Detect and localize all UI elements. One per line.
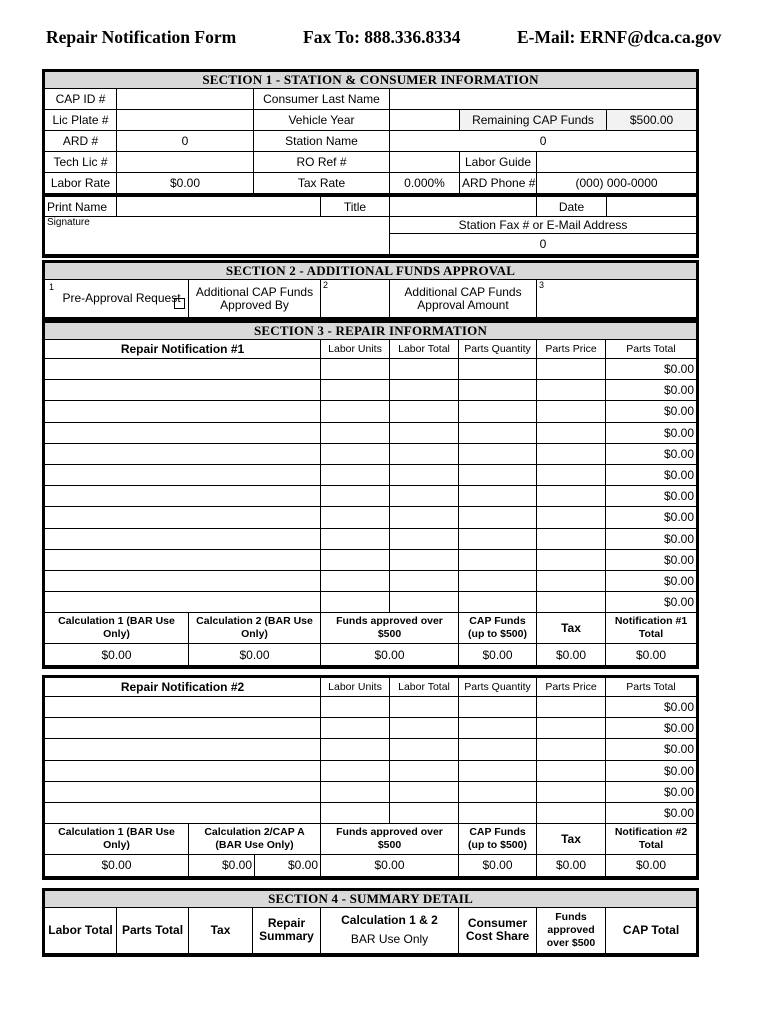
rn2-tax-label: Tax: [537, 824, 606, 855]
rn1-parts-quantity-field[interactable]: [459, 422, 537, 443]
rn1-labor-units-field[interactable]: [321, 549, 390, 570]
labor-rate-label: Labor Rate: [45, 173, 117, 194]
rn1-labor-total-field[interactable]: [390, 549, 459, 570]
cap-id-field[interactable]: [117, 89, 254, 110]
rn1-parts-quantity-field[interactable]: [459, 570, 537, 591]
rn1-parts-quantity-field[interactable]: [459, 549, 537, 570]
rn1-table-row: [45, 507, 697, 528]
rn2-parts-total-value: $0.00: [606, 781, 697, 802]
section3-table: [44, 322, 697, 667]
rn1-description-field[interactable]: [45, 507, 321, 528]
rn2-parts-price-field[interactable]: [537, 718, 606, 739]
rn1-parts-price-field[interactable]: [537, 570, 606, 591]
rn1-labor-total-field[interactable]: [390, 528, 459, 549]
rn1-labor-total-field[interactable]: [390, 570, 459, 591]
rn2-calc1-label: Calculation 1 (BAR Use Only): [45, 824, 189, 855]
rn2-parts-price-field[interactable]: [537, 760, 606, 781]
rn2-description-field[interactable]: [45, 760, 321, 781]
station-fax-label: Station Fax # or E-Mail Address: [390, 217, 697, 234]
rn1-labor-total-field[interactable]: [390, 464, 459, 485]
rn1-col-labor-units: Labor Units: [321, 340, 390, 359]
rn1-description-field[interactable]: [45, 443, 321, 464]
rn2-labor-total-field[interactable]: [390, 802, 459, 823]
rn2-labor-total-field[interactable]: [390, 718, 459, 739]
rn1-total-label: Notification #1 Total: [606, 613, 697, 644]
section4-table: [44, 890, 697, 955]
rn1-labor-total-field[interactable]: [390, 592, 459, 613]
rn1-parts-total-value: $0.00: [606, 570, 697, 591]
summary-cap-total: CAP Total: [606, 908, 697, 954]
rn2-labor-units-field[interactable]: [321, 802, 390, 823]
rn2-parts-quantity-field[interactable]: [459, 802, 537, 823]
rn2-table-row: [45, 739, 697, 760]
number-2: 2: [323, 280, 329, 290]
ard-phone-label: ARD Phone #: [460, 173, 537, 194]
rn1-parts-quantity-field[interactable]: [459, 486, 537, 507]
summary-repair-summary: Repair Summary: [253, 908, 321, 954]
rn1-table-row: [45, 486, 697, 507]
rn1-labor-units-field[interactable]: [321, 486, 390, 507]
rn1-parts-total-value: $0.00: [606, 359, 697, 380]
rn1-parts-quantity-field[interactable]: [459, 401, 537, 422]
rn1-description-field[interactable]: [45, 592, 321, 613]
rn2-labor-total-field[interactable]: [390, 697, 459, 718]
rn1-calc1-label: Calculation 1 (BAR Use Only): [45, 613, 189, 644]
rn1-calc2-label: Calculation 2 (BAR Use Only): [189, 613, 321, 644]
rn2-labor-units-field[interactable]: [321, 781, 390, 802]
section1-signature-table: [44, 196, 697, 256]
rn1-parts-quantity-field[interactable]: [459, 592, 537, 613]
rn2-col-parts-total: Parts Total: [606, 678, 697, 697]
rn1-table-row: [45, 401, 697, 422]
rn2-table-row: [45, 760, 697, 781]
rn2-parts-total-value: $0.00: [606, 802, 697, 823]
rn1-description-field[interactable]: [45, 401, 321, 422]
rn1-description-field[interactable]: [45, 464, 321, 485]
rn1-col-parts-total: Parts Total: [606, 340, 697, 359]
rn1-description-field[interactable]: [45, 380, 321, 401]
date-field[interactable]: [607, 197, 697, 217]
rn2-cap-funds-label: CAP Funds (up to $500): [459, 824, 537, 855]
print-name-label: Print Name: [45, 197, 117, 217]
number-3: 3: [539, 280, 545, 290]
rn1-parts-total-value: $0.00: [606, 401, 697, 422]
rn1-parts-total-value: $0.00: [606, 464, 697, 485]
rn1-parts-total-value: $0.00: [606, 592, 697, 613]
summary-tax: Tax: [189, 908, 253, 954]
rn1-parts-price-field[interactable]: [537, 592, 606, 613]
rn2-cap-funds-value: $0.00: [459, 855, 537, 877]
rn1-description-field[interactable]: [45, 528, 321, 549]
summary-calculation: [321, 908, 459, 954]
rn1-labor-units-field[interactable]: [321, 401, 390, 422]
rn1-labor-total-field[interactable]: [390, 486, 459, 507]
rn1-parts-quantity-field[interactable]: [459, 380, 537, 401]
rn1-table-row: [45, 570, 697, 591]
rn2-table-row: [45, 781, 697, 802]
rn2-parts-quantity-field[interactable]: [459, 760, 537, 781]
rn1-description-field[interactable]: [45, 422, 321, 443]
rn2-parts-price-field[interactable]: [537, 739, 606, 760]
rn1-table-row: [45, 464, 697, 485]
remaining-cap-label: Remaining CAP Funds: [460, 110, 607, 131]
rn1-funds-over-value: $0.00: [321, 644, 459, 666]
rn2-parts-total-value: $0.00: [606, 739, 697, 760]
rn2-labor-units-field[interactable]: [321, 718, 390, 739]
lic-plate-field[interactable]: [117, 110, 254, 131]
rn1-description-field[interactable]: [45, 570, 321, 591]
rn2-calc1-value: $0.00: [45, 855, 189, 877]
ro-ref-label: RO Ref #: [254, 152, 390, 173]
rn1-parts-price-field[interactable]: [537, 422, 606, 443]
section1-title: SECTION 1 - STATION & CONSUMER INFORMATION: [45, 72, 697, 89]
tax-rate-label: Tax Rate: [254, 173, 390, 194]
rn2-description-field[interactable]: [45, 697, 321, 718]
rn1-col-parts-price: Parts Price: [537, 340, 606, 359]
rn1-parts-quantity-field[interactable]: [459, 528, 537, 549]
rn1-description-field[interactable]: [45, 486, 321, 507]
approved-by-field[interactable]: [321, 280, 390, 318]
pre-approval-label: Pre-Approval Request: [62, 291, 181, 305]
date-label: Date: [537, 197, 607, 217]
rn1-col-labor-total: Labor Total: [390, 340, 459, 359]
station-fax-field[interactable]: 0: [390, 234, 697, 255]
print-name-field[interactable]: [117, 197, 321, 217]
rn1-funds-over-label: Funds approved over $500: [321, 613, 459, 644]
rn1-labor-units-field[interactable]: [321, 359, 390, 380]
rn1-description-field[interactable]: [45, 549, 321, 570]
section1-table: [44, 71, 697, 194]
rn1-labor-total-field[interactable]: [390, 380, 459, 401]
rn1-parts-total-value: $0.00: [606, 507, 697, 528]
remaining-cap-value: $500.00: [607, 110, 697, 131]
number-1: 1: [49, 282, 55, 292]
pre-approval-checkbox[interactable]: [174, 298, 185, 309]
labor-rate-field[interactable]: $0.00: [117, 173, 254, 194]
rn1-parts-total-value: $0.00: [606, 549, 697, 570]
rn2-labor-units-field[interactable]: [321, 697, 390, 718]
rn1-table-row: [45, 422, 697, 443]
rn2-labor-total-field[interactable]: [390, 760, 459, 781]
rn1-cap-funds-value: $0.00: [459, 644, 537, 666]
rn1-parts-quantity-field[interactable]: [459, 359, 537, 380]
rn2-calc2-value: $0.00: [189, 855, 255, 877]
rn2-parts-total-value: $0.00: [606, 718, 697, 739]
rn2-heading: Repair Notification #2: [45, 678, 321, 697]
form-title: Repair Notification Form: [46, 27, 237, 47]
rn2-col-labor-total: Labor Total: [390, 678, 459, 697]
rn1-tax-label: Tax: [537, 613, 606, 644]
rn1-parts-total-value: $0.00: [606, 422, 697, 443]
rn2-table: [44, 677, 697, 878]
rn1-calc1-value: $0.00: [45, 644, 189, 666]
rn1-table-row: [45, 549, 697, 570]
rn1-labor-units-field[interactable]: [321, 422, 390, 443]
vehicle-year-field[interactable]: [390, 110, 460, 131]
rn1-table-row: [45, 380, 697, 401]
consumer-last-name-field[interactable]: [390, 89, 697, 110]
rn2-parts-price-field[interactable]: [537, 781, 606, 802]
rn1-labor-units-field[interactable]: [321, 592, 390, 613]
station-name-label: Station Name: [254, 131, 390, 152]
rn2-parts-quantity-field[interactable]: [459, 739, 537, 760]
summary-consumer-cost-share: Consumer Cost Share: [459, 908, 537, 954]
labor-guide-label: Labor Guide: [460, 152, 537, 173]
rn2-cap-a-value: $0.00: [255, 855, 321, 877]
tech-lic-field[interactable]: [117, 152, 254, 173]
labor-guide-field[interactable]: [537, 152, 697, 173]
rn1-parts-price-field[interactable]: [537, 464, 606, 485]
rn1-parts-price-field[interactable]: [537, 507, 606, 528]
rn2-parts-quantity-field[interactable]: [459, 781, 537, 802]
rn1-table-row: [45, 528, 697, 549]
rn2-parts-price-field[interactable]: [537, 697, 606, 718]
tech-lic-label: Tech Lic #: [45, 152, 117, 173]
rn1-labor-total-field[interactable]: [390, 507, 459, 528]
rn1-parts-price-field[interactable]: [537, 359, 606, 380]
consumer-last-name-label: Consumer Last Name: [254, 89, 390, 110]
section4-title: SECTION 4 - SUMMARY DETAIL: [45, 891, 697, 908]
rn2-table-row: [45, 718, 697, 739]
fax-number: Fax To: 888.336.8334: [303, 27, 461, 47]
tax-rate-field[interactable]: 0.000%: [390, 173, 460, 194]
rn1-cap-funds-label: CAP Funds (up to $500): [459, 613, 537, 644]
summary-calc-label: Calculation 1 & 2: [341, 913, 438, 928]
rn1-parts-total-value: $0.00: [606, 443, 697, 464]
rn1-labor-units-field[interactable]: [321, 528, 390, 549]
summary-labor-total: Labor Total: [45, 908, 117, 954]
signature-label: Signature: [47, 217, 90, 228]
additional-amount-label: Additional CAP Funds Approval Amount: [390, 280, 537, 318]
rn2-col-parts-quantity: Parts Quantity: [459, 678, 537, 697]
ro-ref-field[interactable]: [390, 152, 460, 173]
rn2-col-parts-price: Parts Price: [537, 678, 606, 697]
rn2-parts-total-value: $0.00: [606, 760, 697, 781]
rn1-description-field[interactable]: [45, 359, 321, 380]
rn2-description-field[interactable]: [45, 802, 321, 823]
rn1-parts-price-field[interactable]: [537, 549, 606, 570]
rn2-labor-units-field[interactable]: [321, 760, 390, 781]
rn1-total-value: $0.00: [606, 644, 697, 666]
rn1-labor-units-field[interactable]: [321, 464, 390, 485]
rn1-labor-units-field[interactable]: [321, 507, 390, 528]
title-field[interactable]: [390, 197, 537, 217]
rn1-labor-units-field[interactable]: [321, 570, 390, 591]
rn1-table-row: [45, 592, 697, 613]
rn2-total-label: Notification #2 Total: [606, 824, 697, 855]
rn2-total-value: $0.00: [606, 855, 697, 877]
rn1-parts-price-field[interactable]: [537, 443, 606, 464]
rn1-labor-total-field[interactable]: [390, 359, 459, 380]
rn1-col-parts-quantity: Parts Quantity: [459, 340, 537, 359]
signature-field[interactable]: [45, 217, 390, 255]
cap-id-label: CAP ID #: [45, 89, 117, 110]
ard-label: ARD #: [45, 131, 117, 152]
rn1-parts-total-value: $0.00: [606, 380, 697, 401]
email-address: E-Mail: ERNF@dca.ca.gov: [517, 27, 722, 47]
ard-field[interactable]: 0: [117, 131, 254, 152]
rn2-labor-total-field[interactable]: [390, 781, 459, 802]
rn2-funds-over-label: Funds approved over $500: [321, 824, 459, 855]
rn1-parts-quantity-field[interactable]: [459, 507, 537, 528]
rn1-parts-total-value: $0.00: [606, 486, 697, 507]
rn2-description-field[interactable]: [45, 718, 321, 739]
lic-plate-label: Lic Plate #: [45, 110, 117, 131]
rn2-labor-total-field[interactable]: [390, 739, 459, 760]
title-label: Title: [321, 197, 390, 217]
section3-title: SECTION 3 - REPAIR INFORMATION: [45, 323, 697, 340]
additional-approved-by-label: Additional CAP Funds Approved By: [189, 280, 321, 318]
rn1-parts-price-field[interactable]: [537, 528, 606, 549]
rn1-heading: Repair Notification #1: [45, 340, 321, 359]
rn1-parts-price-field[interactable]: [537, 380, 606, 401]
rn1-parts-price-field[interactable]: [537, 401, 606, 422]
pre-approval-cell: [45, 280, 189, 318]
rn1-labor-total-field[interactable]: [390, 443, 459, 464]
rn1-labor-units-field[interactable]: [321, 443, 390, 464]
rn2-funds-over-value: $0.00: [321, 855, 459, 877]
rn2-parts-quantity-field[interactable]: [459, 718, 537, 739]
section2-table: [44, 262, 697, 318]
vehicle-year-label: Vehicle Year: [254, 110, 390, 131]
rn1-parts-quantity-field[interactable]: [459, 464, 537, 485]
rn2-parts-quantity-field[interactable]: [459, 697, 537, 718]
rn2-description-field[interactable]: [45, 781, 321, 802]
rn2-calc2-label: Calculation 2/CAP A (BAR Use Only): [189, 824, 321, 855]
rn1-labor-total-field[interactable]: [390, 422, 459, 443]
rn2-table-row: [45, 802, 697, 823]
summary-bar-use-label: BAR Use Only: [350, 932, 429, 947]
rn2-col-labor-units: Labor Units: [321, 678, 390, 697]
rn1-table-row: [45, 443, 697, 464]
rn1-calc2-value: $0.00: [189, 644, 321, 666]
section2-title: SECTION 2 - ADDITIONAL FUNDS APPROVAL: [45, 263, 697, 280]
station-name-field[interactable]: 0: [390, 131, 697, 152]
rn2-description-field[interactable]: [45, 739, 321, 760]
rn1-parts-price-field[interactable]: [537, 486, 606, 507]
summary-parts-total: Parts Total: [117, 908, 189, 954]
rn2-table-row: [45, 697, 697, 718]
rn2-labor-units-field[interactable]: [321, 739, 390, 760]
approval-amount-field[interactable]: [537, 280, 697, 318]
summary-funds-over: Funds approved over $500: [537, 908, 606, 954]
rn2-parts-price-field[interactable]: [537, 802, 606, 823]
rn1-labor-units-field[interactable]: [321, 380, 390, 401]
rn2-parts-total-value: $0.00: [606, 697, 697, 718]
rn1-tax-value: $0.00: [537, 644, 606, 666]
ard-phone-field[interactable]: (000) 000-0000: [537, 173, 697, 194]
rn1-labor-total-field[interactable]: [390, 401, 459, 422]
rn1-parts-total-value: $0.00: [606, 528, 697, 549]
rn1-table-row: [45, 359, 697, 380]
rn1-parts-quantity-field[interactable]: [459, 443, 537, 464]
rn2-tax-value: $0.00: [537, 855, 606, 877]
